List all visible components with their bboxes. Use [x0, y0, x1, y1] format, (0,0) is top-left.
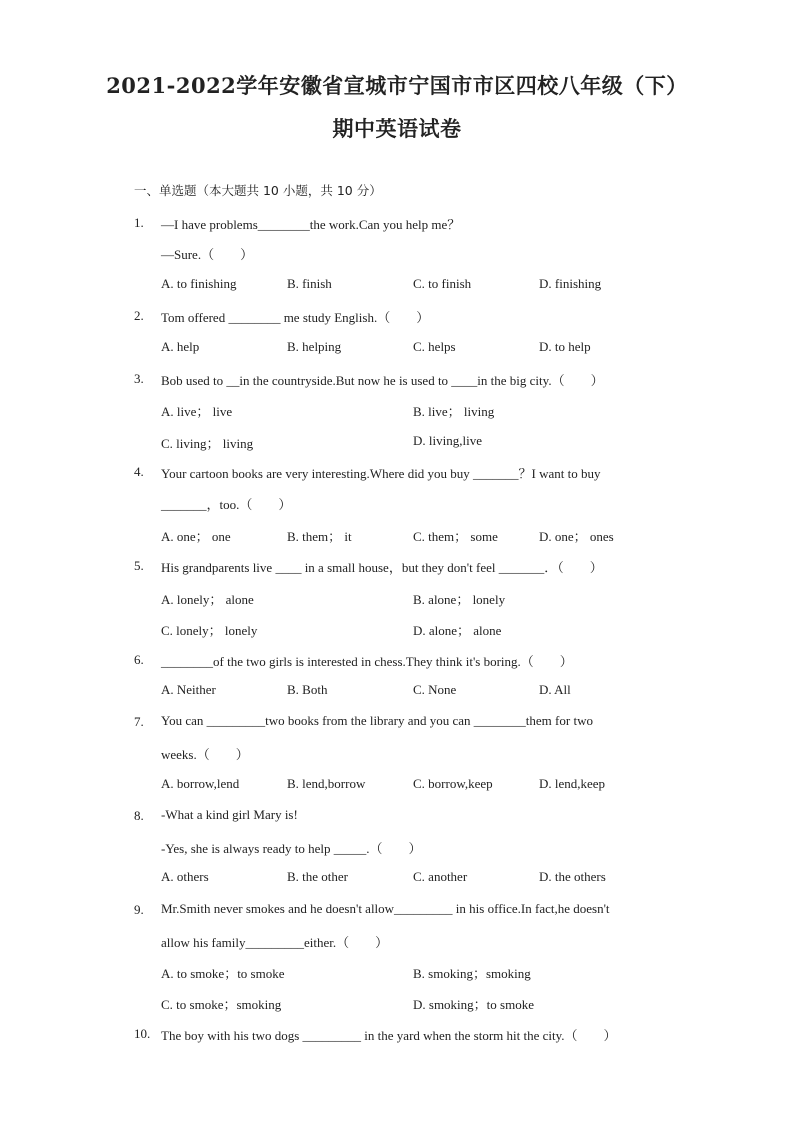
answer-option: A. lonely； alone — [161, 592, 254, 607]
answer-option: B. lend,borrow — [287, 776, 366, 791]
answer-option: A. one； one — [161, 529, 231, 544]
question-number: 2. — [134, 308, 144, 323]
answer-option: A. help — [161, 339, 200, 354]
question-text: —Sure.（ ） — [161, 247, 254, 262]
answer-option: D. living,live — [413, 433, 482, 448]
question-text: weeks.（ ） — [161, 747, 249, 762]
answer-option: C. to finish — [413, 276, 472, 291]
question-number: 10. — [134, 1026, 151, 1041]
question-text: Tom offered ________ me study English.（ ） — [161, 310, 430, 325]
answer-option: C. living； living — [161, 436, 254, 451]
question-number: 8. — [134, 808, 144, 823]
answer-option: D. one； ones — [539, 529, 614, 544]
answer-option: A. live； live — [161, 404, 233, 419]
question-text: The boy with his two dogs _________ in the yard when the storm hit the city.（ ） — [161, 1028, 617, 1043]
question-text: —I have problems________the work.Can you help me？ — [161, 217, 461, 232]
answer-option: A. borrow,lend — [161, 776, 240, 791]
answer-option: A. others — [161, 869, 209, 884]
answer-option: B. helping — [287, 339, 342, 354]
answer-option: D. alone； alone — [413, 623, 502, 638]
question-text: -What a kind girl Mary is! — [161, 807, 298, 822]
question-text: Your cartoon books are very interesting.Where did you buy _______？I want to buy — [161, 466, 601, 481]
question-number: 4. — [134, 464, 144, 479]
section-heading: 一、单选题（本大题共 10 小题，共 10 分） — [134, 183, 382, 198]
answer-option: B. alone； lonely — [413, 592, 506, 607]
answer-option: A. to smoke；to smoke — [161, 966, 285, 981]
question-text: Bob used to __in the countryside.But now he is used to ____in the big city.（ ） — [161, 373, 604, 388]
answer-option: B. the other — [287, 869, 349, 884]
answer-option: C. them； some — [413, 529, 498, 544]
question-number: 7. — [134, 714, 144, 729]
question-number: 5. — [134, 558, 144, 573]
question-text: His grandparents live ____ in a small house，but they don't feel _______．（ ） — [161, 560, 603, 575]
answer-option: D. the others — [539, 869, 606, 884]
question-number: 9. — [134, 902, 144, 917]
question-text: You can _________two books from the library and you can ________them for two — [161, 713, 593, 728]
answer-option: C. another — [413, 869, 468, 884]
answer-option: C. lonely； lonely — [161, 623, 258, 638]
question-text: Mr.Smith never smokes and he doesn't allow_________ in his office.In fact,he doesn't — [161, 901, 610, 916]
answer-option: B. smoking；smoking — [413, 966, 531, 981]
question-text: allow his family_________either.（ ） — [161, 935, 389, 950]
answer-option: B. Both — [287, 682, 328, 697]
question-number: 3. — [134, 371, 144, 386]
answer-option: D. lend,keep — [539, 776, 606, 791]
exam-title-line1: 2021-2022学年安徽省宣城市宁国市市区四校八年级（下） — [106, 73, 688, 98]
exam-title-line2: 期中英语试卷 — [332, 116, 462, 141]
answer-option: B. finish — [287, 276, 332, 291]
answer-option: C. helps — [413, 339, 456, 354]
answer-option: D. All — [539, 682, 571, 697]
answer-option: D. finishing — [539, 276, 602, 291]
answer-option: A. to finishing — [161, 276, 237, 291]
question-text: ________of the two girls is interested in chess.They think it's boring.（ ） — [161, 654, 573, 669]
question-text: -Yes, she is always ready to help _____.（ ） — [161, 841, 422, 856]
question-text: _______，too.（ ） — [161, 497, 292, 512]
answer-option: D. to help — [539, 339, 591, 354]
answer-option: C. borrow,keep — [413, 776, 493, 791]
answer-option: C. None — [413, 682, 457, 697]
question-number: 6. — [134, 652, 144, 667]
answer-option: B. them； it — [287, 529, 352, 544]
answer-option: B. live； living — [413, 404, 495, 419]
answer-option: D. smoking；to smoke — [413, 997, 534, 1012]
answer-option: C. to smoke；smoking — [161, 997, 282, 1012]
question-number: 1. — [134, 215, 144, 230]
answer-option: A. Neither — [161, 682, 216, 697]
